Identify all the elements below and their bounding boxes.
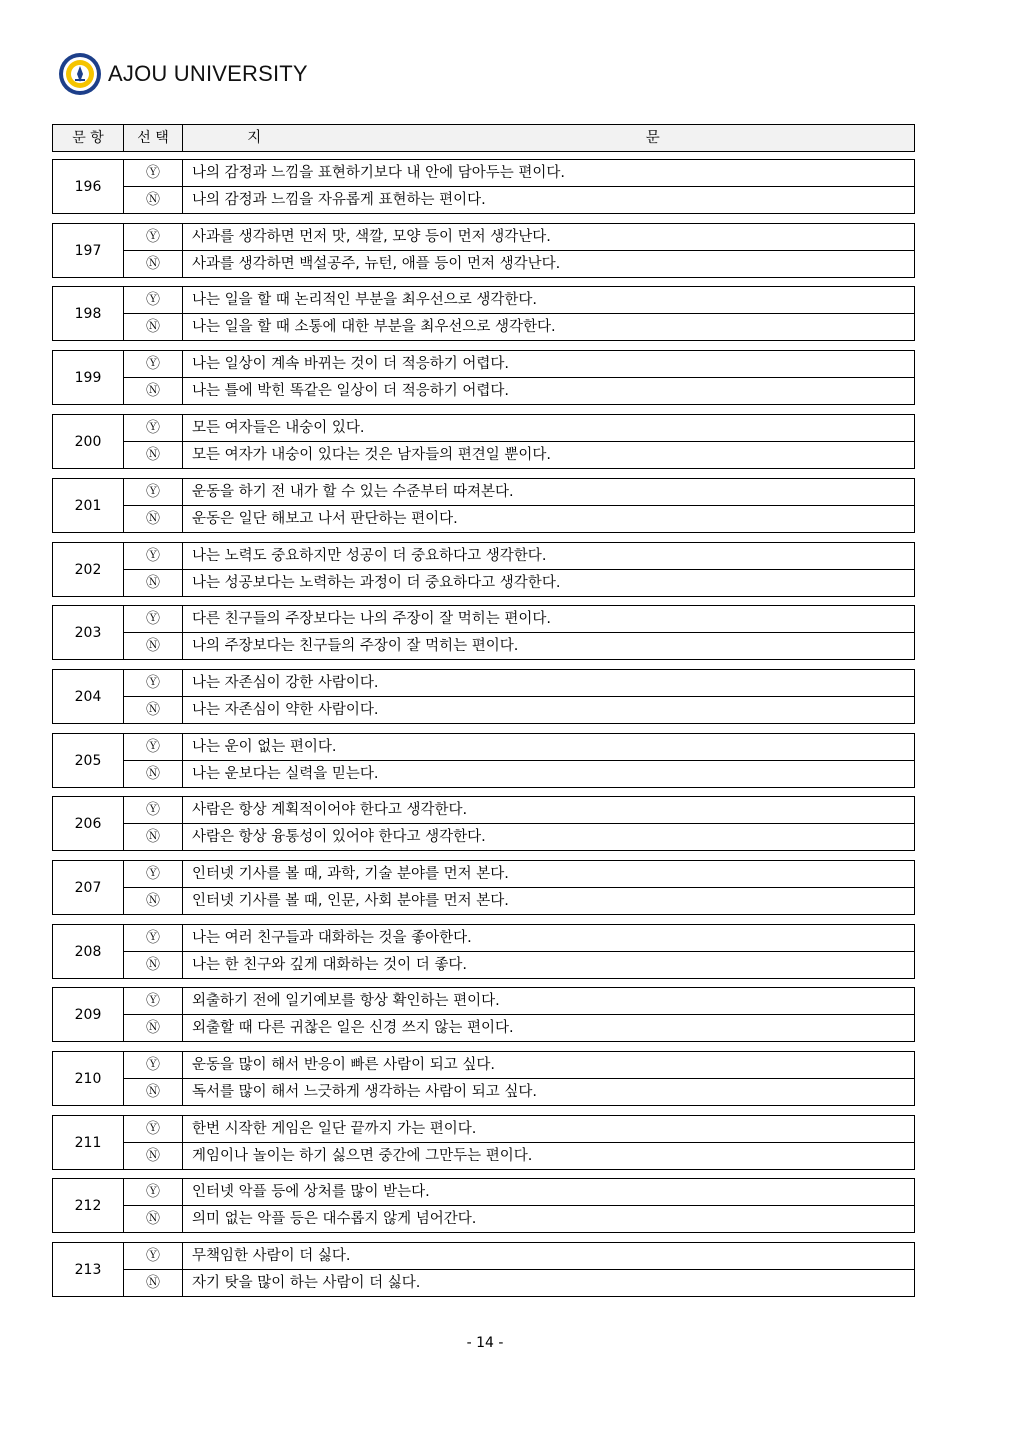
option-row-n (53, 697, 915, 724)
option-row-y (53, 797, 915, 824)
y-statement: 외출하기 전에 일기예보를 항상 확인하는 편이다. (183, 988, 915, 1015)
n-statement: 나의 주장보다는 친구들의 주장이 잘 먹히는 편이다. (183, 633, 915, 660)
option-row-n (53, 1079, 915, 1106)
y-choice-mark: Ⓨ (124, 224, 183, 251)
question-number: 206 (53, 797, 124, 851)
question-number: 203 (53, 606, 124, 660)
option-row-n (53, 824, 915, 851)
option-row-y (53, 670, 915, 697)
option-row-n (53, 378, 915, 405)
option-row-n (53, 187, 915, 214)
n-statement: 나는 자존심이 약한 사람이다. (183, 697, 915, 724)
y-choice-mark: Ⓨ (124, 287, 183, 314)
question-block (52, 924, 915, 979)
option-row-y (53, 287, 915, 314)
option-row-n (53, 761, 915, 788)
question-number: 207 (53, 861, 124, 915)
option-row-n (53, 888, 915, 915)
n-statement: 게임이나 놀이는 하기 싫으면 중간에 그만두는 편이다. (183, 1143, 915, 1170)
n-choice-mark: Ⓝ (124, 187, 183, 214)
n-choice-mark: Ⓝ (124, 888, 183, 915)
n-statement: 사과를 생각하면 백설공주, 뉴턴, 애플 등이 먼저 생각난다. (183, 251, 915, 278)
n-choice-mark: Ⓝ (124, 251, 183, 278)
option-row-y (53, 351, 915, 378)
n-statement: 사람은 항상 융통성이 있어야 한다고 생각한다. (183, 824, 915, 851)
question-block (52, 414, 915, 469)
n-statement: 독서를 많이 해서 느긋하게 생각하는 사람이 되고 싶다. (183, 1079, 915, 1106)
n-choice-mark: Ⓝ (124, 697, 183, 724)
page-header (58, 51, 308, 97)
n-choice-mark: Ⓝ (124, 506, 183, 533)
question-number: 197 (53, 224, 124, 278)
y-choice-mark: Ⓨ (124, 797, 183, 824)
n-choice-mark: Ⓝ (124, 314, 183, 341)
y-statement: 나는 여러 친구들과 대화하는 것을 좋아한다. (183, 925, 915, 952)
option-row-n (53, 952, 915, 979)
question-number: 211 (53, 1116, 124, 1170)
option-row-y (53, 224, 915, 251)
n-statement: 나는 틀에 박힌 똑같은 일상이 더 적응하기 어렵다. (183, 378, 915, 405)
page-number: - 14 - (466, 1335, 504, 1351)
y-choice-mark: Ⓨ (124, 479, 183, 506)
y-choice-mark: Ⓨ (124, 861, 183, 888)
n-statement: 나는 운보다는 실력을 믿는다. (183, 761, 915, 788)
n-choice-mark: Ⓝ (124, 1270, 183, 1297)
option-row-n (53, 442, 915, 469)
n-statement: 모든 여자가 내숭이 있다는 것은 남자들의 편견일 뿐이다. (183, 442, 915, 469)
question-block (52, 987, 915, 1042)
y-choice-mark: Ⓨ (124, 543, 183, 570)
question-block (52, 1051, 915, 1106)
y-choice-mark: Ⓨ (124, 925, 183, 952)
question-block (52, 669, 915, 724)
option-row-y (53, 861, 915, 888)
n-choice-mark: Ⓝ (124, 824, 183, 851)
option-row-n (53, 506, 915, 533)
question-number: 200 (53, 415, 124, 469)
question-number: 196 (53, 160, 124, 214)
question-block (52, 860, 915, 915)
question-number: 201 (53, 479, 124, 533)
question-block (52, 350, 915, 405)
y-choice-mark: Ⓨ (124, 1116, 183, 1143)
n-statement: 나는 한 친구와 깊게 대화하는 것이 더 좋다. (183, 952, 915, 979)
n-statement: 운동은 일단 해보고 나서 판단하는 편이다. (183, 506, 915, 533)
n-choice-mark: Ⓝ (124, 1079, 183, 1106)
y-choice-mark: Ⓨ (124, 160, 183, 187)
y-choice-mark: Ⓨ (124, 1052, 183, 1079)
n-choice-mark: Ⓝ (124, 952, 183, 979)
option-row-n (53, 314, 915, 341)
option-row-y (53, 1243, 915, 1270)
question-number: 212 (53, 1179, 124, 1233)
header-question-number: 문 항 (53, 125, 124, 152)
university-seal-logo (58, 52, 102, 96)
y-statement: 인터넷 악플 등에 상처를 많이 받는다. (183, 1179, 915, 1206)
n-choice-mark: Ⓝ (124, 1206, 183, 1233)
question-block (52, 1242, 915, 1297)
n-statement: 자기 탓을 많이 하는 사람이 더 싫다. (183, 1270, 915, 1297)
y-statement: 한번 시작한 게임은 일단 끝까지 가는 편이다. (183, 1116, 915, 1143)
y-statement: 무책임한 사람이 더 싫다. (183, 1243, 915, 1270)
y-statement: 사람은 항상 계획적이어야 한다고 생각한다. (183, 797, 915, 824)
option-row-n (53, 1206, 915, 1233)
y-choice-mark: Ⓨ (124, 1243, 183, 1270)
question-number: 199 (53, 351, 124, 405)
n-statement: 의미 없는 악플 등은 대수롭지 않게 넘어간다. (183, 1206, 915, 1233)
question-number: 209 (53, 988, 124, 1042)
y-choice-mark: Ⓨ (124, 415, 183, 442)
option-row-n (53, 1270, 915, 1297)
question-block (52, 1115, 915, 1170)
option-row-y (53, 606, 915, 633)
n-choice-mark: Ⓝ (124, 570, 183, 597)
question-number: 210 (53, 1052, 124, 1106)
question-block (52, 605, 915, 660)
y-choice-mark: Ⓨ (124, 1179, 183, 1206)
option-row-y (53, 543, 915, 570)
y-choice-mark: Ⓨ (124, 670, 183, 697)
question-block (52, 796, 915, 851)
n-statement: 외출할 때 다른 귀찮은 일은 신경 쓰지 않는 편이다. (183, 1015, 915, 1042)
option-row-y (53, 1179, 915, 1206)
y-statement: 운동을 하기 전 내가 할 수 있는 수준부터 따져본다. (183, 479, 915, 506)
question-number: 204 (53, 670, 124, 724)
question-block (52, 733, 915, 788)
option-row-y (53, 160, 915, 187)
n-choice-mark: Ⓝ (124, 442, 183, 469)
question-number: 198 (53, 287, 124, 341)
question-number: 202 (53, 543, 124, 597)
option-row-n (53, 1015, 915, 1042)
n-choice-mark: Ⓝ (124, 378, 183, 405)
question-number: 208 (53, 925, 124, 979)
y-statement: 인터넷 기사를 볼 때, 과학, 기술 분야를 먼저 본다. (183, 861, 915, 888)
question-number: 205 (53, 734, 124, 788)
question-block (52, 478, 915, 533)
n-statement: 나는 성공보다는 노력하는 과정이 더 중요하다고 생각한다. (183, 570, 915, 597)
option-row-y (53, 415, 915, 442)
n-choice-mark: Ⓝ (124, 633, 183, 660)
y-choice-mark: Ⓨ (124, 351, 183, 378)
question-block (52, 1178, 915, 1233)
option-row-y (53, 1116, 915, 1143)
y-statement: 운동을 많이 해서 반응이 빠른 사람이 되고 싶다. (183, 1052, 915, 1079)
question-block (52, 286, 915, 341)
y-choice-mark: Ⓨ (124, 988, 183, 1015)
question-block (52, 159, 915, 214)
y-statement: 나는 일을 할 때 논리적인 부분을 최우선으로 생각한다. (183, 287, 915, 314)
university-name: AJOU UNIVERSITY (108, 61, 308, 86)
n-statement: 나는 일을 할 때 소통에 대한 부분을 최우선으로 생각한다. (183, 314, 915, 341)
y-statement: 나는 일상이 계속 바뀌는 것이 더 적응하기 어렵다. (183, 351, 915, 378)
y-statement: 나는 자존심이 강한 사람이다. (183, 670, 915, 697)
y-choice-mark: Ⓨ (124, 606, 183, 633)
option-row-n (53, 251, 915, 278)
y-statement: 사과를 생각하면 먼저 맛, 색깔, 모양 등이 먼저 생각난다. (183, 224, 915, 251)
y-statement: 다른 친구들의 주장보다는 나의 주장이 잘 먹히는 편이다. (183, 606, 915, 633)
option-row-y (53, 988, 915, 1015)
header-statement: 지 문 (183, 125, 915, 152)
option-row-n (53, 1143, 915, 1170)
option-row-y (53, 479, 915, 506)
n-statement: 인터넷 기사를 볼 때, 인문, 사회 분야를 먼저 본다. (183, 888, 915, 915)
n-statement: 나의 감정과 느낌을 자유롭게 표현하는 편이다. (183, 187, 915, 214)
y-statement: 나의 감정과 느낌을 표현하기보다 내 안에 담아두는 편이다. (183, 160, 915, 187)
y-choice-mark: Ⓨ (124, 734, 183, 761)
option-row-y (53, 734, 915, 761)
header-choice: 선 택 (124, 125, 183, 152)
y-statement: 나는 운이 없는 편이다. (183, 734, 915, 761)
y-statement: 나는 노력도 중요하지만 성공이 더 중요하다고 생각한다. (183, 543, 915, 570)
option-row-y (53, 1052, 915, 1079)
option-row-n (53, 570, 915, 597)
question-block (52, 223, 915, 278)
option-row-y (53, 925, 915, 952)
table-header (52, 124, 915, 152)
option-row-n (53, 633, 915, 660)
y-statement: 모든 여자들은 내숭이 있다. (183, 415, 915, 442)
n-choice-mark: Ⓝ (124, 1143, 183, 1170)
question-number: 213 (53, 1243, 124, 1297)
question-block (52, 542, 915, 597)
n-choice-mark: Ⓝ (124, 1015, 183, 1042)
n-choice-mark: Ⓝ (124, 761, 183, 788)
